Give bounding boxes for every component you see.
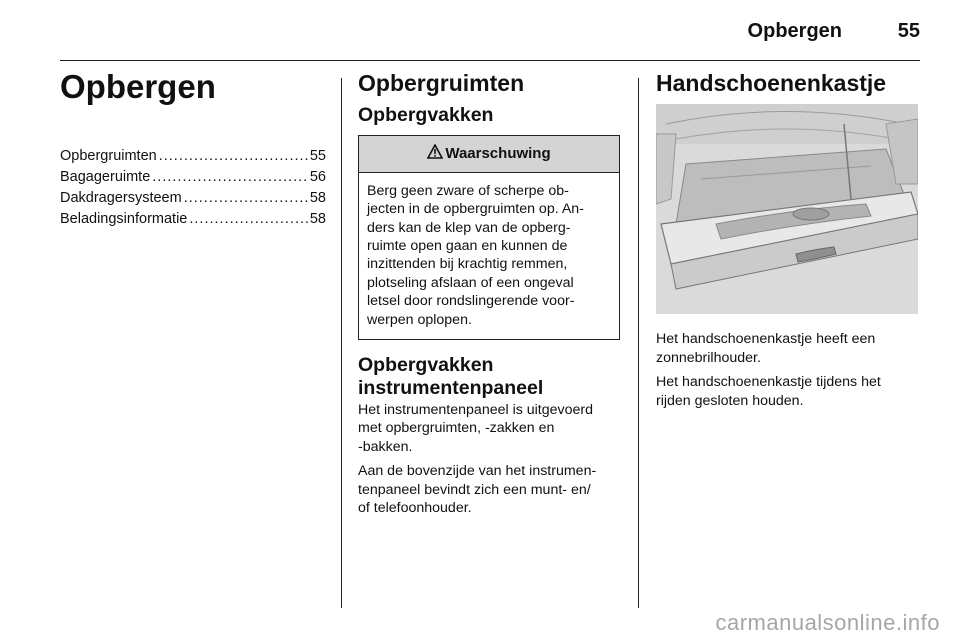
warning-line: ruimte open gaan en kunnen de (367, 238, 568, 255)
text-line: rijden gesloten houden. (656, 392, 804, 409)
text-line: Het handschoenenkastje heeft een (656, 331, 876, 348)
header-rule (60, 60, 920, 61)
toc-entry-page: 58 (309, 211, 326, 227)
warning-line: jecten in de opbergruimten op. An- (367, 201, 584, 218)
body-paragraph (656, 373, 922, 410)
warning-text (359, 173, 619, 339)
toc-leader-dots (189, 211, 308, 227)
body-paragraph (656, 330, 922, 367)
column-divider-1 (341, 78, 342, 608)
text-line: Aan de bovenzijde van het instrumen- (358, 463, 597, 480)
warning-triangle-icon (427, 144, 443, 164)
page-header (0, 0, 960, 62)
subsection-title: Opbergvakken (358, 104, 494, 127)
subsection-title-instrument-panel (358, 354, 624, 399)
section-title: Handschoenenkastje (656, 70, 887, 96)
watermark: carmanualsonline.info (715, 610, 940, 635)
chapter-column (60, 68, 326, 232)
warning-line: ders kan de klep van de opberg- (367, 219, 571, 236)
toc-entry[interactable] (60, 190, 326, 211)
content-column-3 (656, 70, 922, 416)
toc-entry-page: 55 (309, 148, 326, 164)
page-number: 55 (897, 20, 920, 42)
running-header-title: Opbergen (747, 20, 842, 42)
subsection-title-line: Opbergvakken (358, 354, 494, 377)
toc-leader-dots (184, 190, 308, 206)
text-line: zonnebrilhouder. (656, 349, 761, 366)
glovebox-illustration (656, 104, 918, 314)
warning-line: werpen oplopen. (367, 311, 472, 328)
text-line: met opbergruimten, -zakken en (358, 420, 555, 437)
section-title: Opbergruimten (358, 70, 525, 96)
column-divider-2 (638, 78, 639, 608)
toc-entry-text: Bagageruimte (60, 169, 151, 185)
warning-line: plotseling afslaan of een ongeval (367, 274, 574, 291)
warning-header (359, 136, 619, 173)
toc-entry-text: Dakdragersysteem (60, 190, 182, 206)
toc-entry[interactable] (60, 169, 326, 190)
chapter-title: Opbergen (60, 68, 216, 105)
table-of-contents (60, 148, 326, 232)
text-line: -bakken. (358, 438, 413, 455)
text-line: tenpaneel bevindt zich een munt- en/ (358, 481, 591, 498)
subsection-title-line: instrumentenpaneel (358, 376, 544, 399)
toc-entry-text: Opbergruimten (60, 148, 157, 164)
content-column-2 (358, 70, 624, 523)
warning-line: letsel door rondslingerende voor- (367, 293, 575, 310)
toc-entry[interactable] (60, 148, 326, 169)
body-paragraph (358, 462, 624, 517)
warning-title: Waarschuwing (445, 145, 551, 163)
text-line: Het handschoenenkastje tijdens het (656, 374, 881, 391)
body-paragraph (358, 401, 624, 456)
toc-leader-dots (152, 169, 308, 185)
toc-entry-page: 56 (309, 169, 326, 185)
warning-box (358, 135, 620, 340)
toc-entry-text: Beladingsinformatie (60, 211, 188, 227)
toc-entry-page: 58 (309, 190, 326, 206)
warning-line: Berg geen zware of scherpe ob- (367, 182, 569, 199)
warning-line: inzittenden bij krachtig remmen, (367, 256, 568, 273)
toc-entry[interactable] (60, 211, 326, 232)
text-line: Het instrumentenpaneel is uitgevoerd (358, 401, 594, 418)
text-line: of telefoonhouder. (358, 499, 472, 516)
toc-leader-dots (159, 148, 308, 164)
